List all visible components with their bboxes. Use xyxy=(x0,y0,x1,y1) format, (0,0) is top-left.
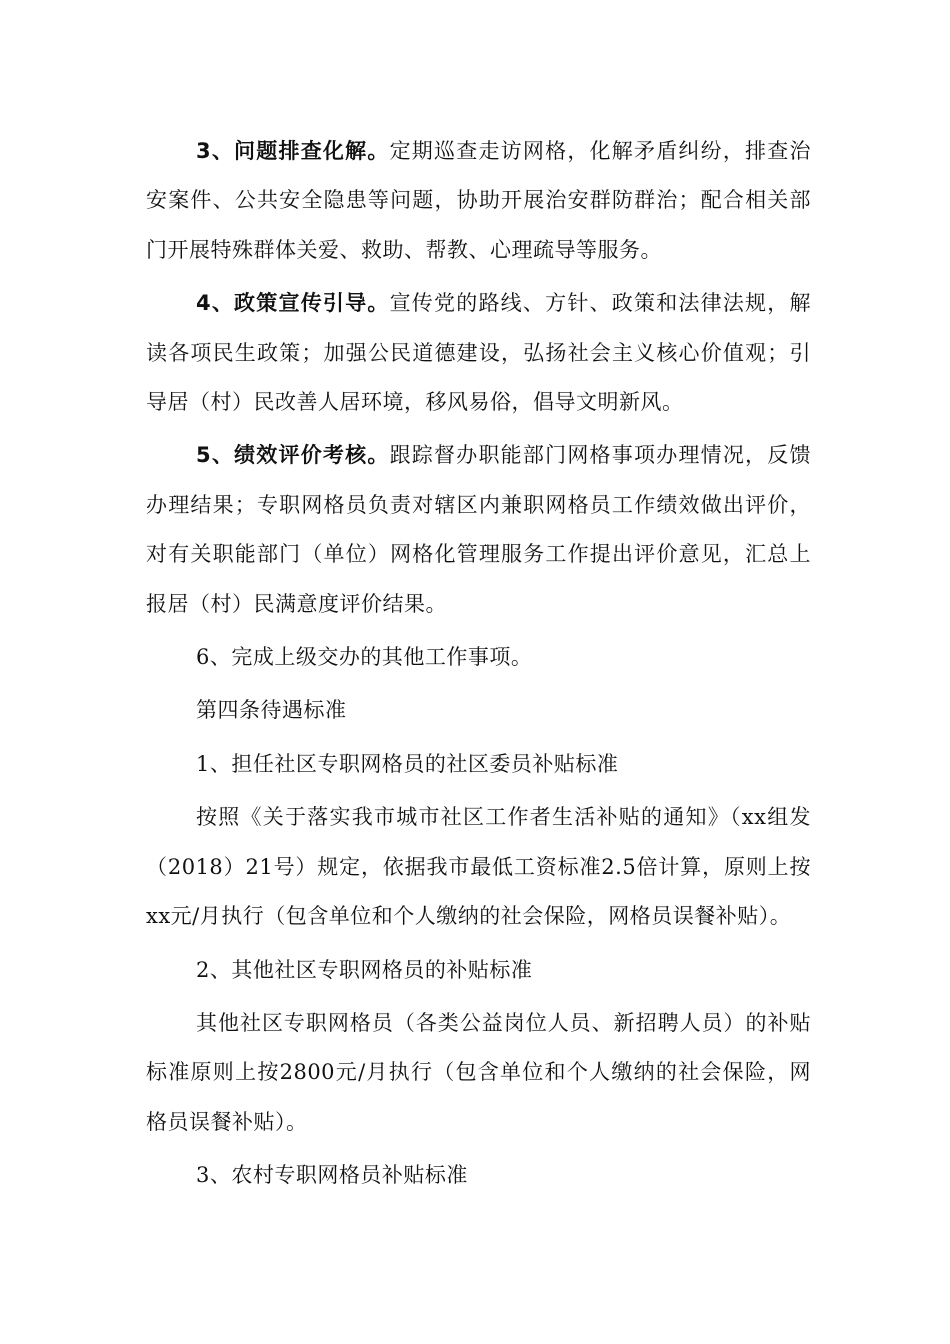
paragraph-body: 跟踪督办职能部门网格事项办理情况，反馈办理结果；专职网格员负责对辖区内兼职网格员工作绩效做出评价，对有关职能部门（单位）网格化管理服务工作提出评价意见，汇总上报居（村）民满意度评价结果。 xyxy=(146,443,811,616)
paragraph-lead: 3、问题排查化解。 xyxy=(196,139,390,163)
document-page xyxy=(146,127,811,1205)
article-4-title: 第四条待遇标准 xyxy=(196,698,347,723)
paragraph-problem-resolution xyxy=(146,127,811,275)
subsection-2-text: 其他社区专职网格员（各类公益岗位人员、新招聘人员）的补贴标准原则上按2800元/月执行（包含单位和个人缴纳的社会保险，网格员误餐补贴）。 xyxy=(146,1010,811,1134)
paragraph-lead: 4、政策宣传引导。 xyxy=(196,291,390,316)
item-6: 6、完成上级交办的其他工作事项。 xyxy=(196,645,533,670)
subsection-1-title: 1、担任社区专职网格员的社区委员补贴标准 xyxy=(196,751,619,776)
subsection-3-title: 3、农村专职网格员补贴标准 xyxy=(196,1163,468,1188)
paragraph-performance-evaluation xyxy=(146,431,811,629)
subsection-2-title: 2、其他社区专职网格员的补贴标准 xyxy=(196,957,533,982)
subsection-1-text: 按照《关于落实我市城市社区工作者生活补贴的通知》（xx组发（2018）21号）规定，依据我市最低工资标准2.5倍计算，原则上按xx元/月执行（包含单位和个人缴纳的社会保险，网格员误餐补贴）。 xyxy=(146,805,811,929)
paragraph-policy-promotion xyxy=(146,279,811,427)
paragraph-body: 宣传党的路线、方针、政策和法律法规，解读各项民生政策；加强公民道德建设，弘扬社会主义核心价值观；引导居（村）民改善人居环境，移风易俗，倡导文明新风。 xyxy=(146,291,811,415)
paragraph-body: 定期巡查走访网格，化解矛盾纠纷，排查治安案件、公共安全隐患等问题，协助开展治安群防群治；配合相关部门开展特殊群体关爱、救助、帮教、心理疏导等服务。 xyxy=(146,139,811,262)
paragraph-lead: 5、绩效评价考核。 xyxy=(196,443,390,468)
